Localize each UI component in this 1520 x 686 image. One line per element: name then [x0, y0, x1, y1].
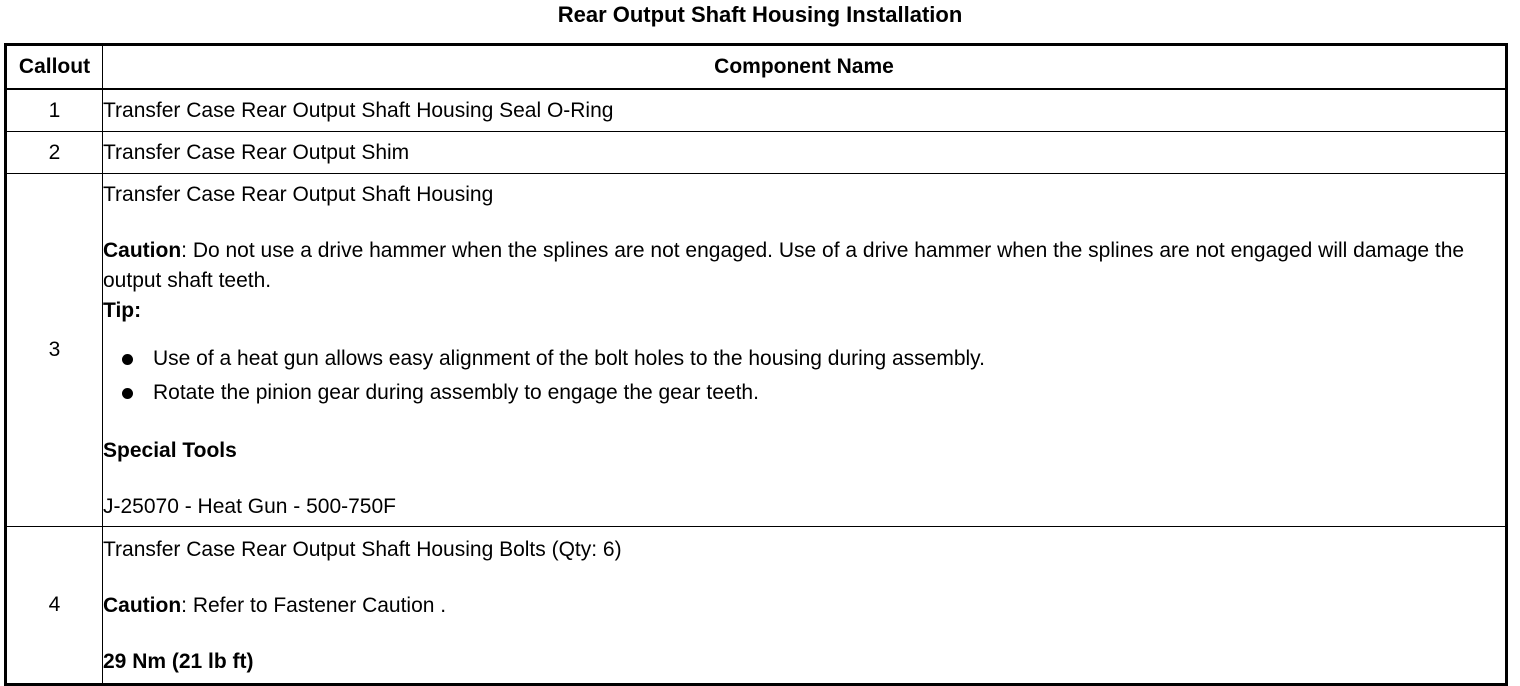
special-tool-item: J-25070 - Heat Gun - 500-750F	[103, 495, 396, 518]
caution-label: Caution	[103, 239, 182, 262]
component-name: Transfer Case Rear Output Shaft Housing Bolts (Qty: 6)	[103, 538, 622, 561]
bullet-icon	[122, 354, 133, 365]
torque-spec: 29 Nm (21 lb ft)	[103, 650, 254, 673]
component-cell	[103, 174, 1507, 527]
list-item	[121, 342, 1505, 376]
table-row	[6, 132, 1507, 174]
tip-list	[103, 342, 1505, 410]
table-row	[6, 527, 1507, 685]
caution-label: Caution	[103, 594, 182, 617]
bullet-icon	[122, 388, 133, 399]
table-row	[6, 89, 1507, 132]
tip-text: Use of a heat gun allows easy alignment of the bolt holes to the housing during assembly.	[153, 347, 985, 370]
component-name: Transfer Case Rear Output Shaft Housing	[103, 183, 494, 206]
table-header-row	[6, 45, 1507, 90]
callout-number: 1	[6, 89, 103, 132]
caution-note	[103, 591, 1505, 621]
tip-text: Rotate the pinion gear during assembly to engage the gear teeth.	[153, 381, 759, 404]
callout-number: 3	[6, 174, 103, 527]
callout-number: 2	[6, 132, 103, 174]
page-title: Rear Output Shaft Housing Installation	[557, 2, 963, 27]
component-cell	[103, 527, 1507, 685]
component-table	[4, 43, 1508, 686]
header-component-name: Component Name	[103, 45, 1507, 90]
list-item	[121, 376, 1505, 410]
special-tools-label: Special Tools	[103, 439, 237, 462]
component-name: Transfer Case Rear Output Shim	[103, 132, 1507, 174]
caution-text: : Refer to Fastener Caution .	[181, 594, 447, 617]
caution-text: : Do not use a drive hammer when the splines are not engaged. Use of a drive hammer when the splines are not engaged will damage the output shaft teeth.	[103, 239, 1465, 292]
caution-note	[103, 236, 1505, 296]
tip-label: Tip:	[103, 299, 142, 322]
header-callout: Callout	[6, 45, 103, 90]
component-name: Transfer Case Rear Output Shaft Housing Seal O-Ring	[103, 89, 1507, 132]
table-row	[6, 174, 1507, 527]
callout-number: 4	[6, 527, 103, 685]
